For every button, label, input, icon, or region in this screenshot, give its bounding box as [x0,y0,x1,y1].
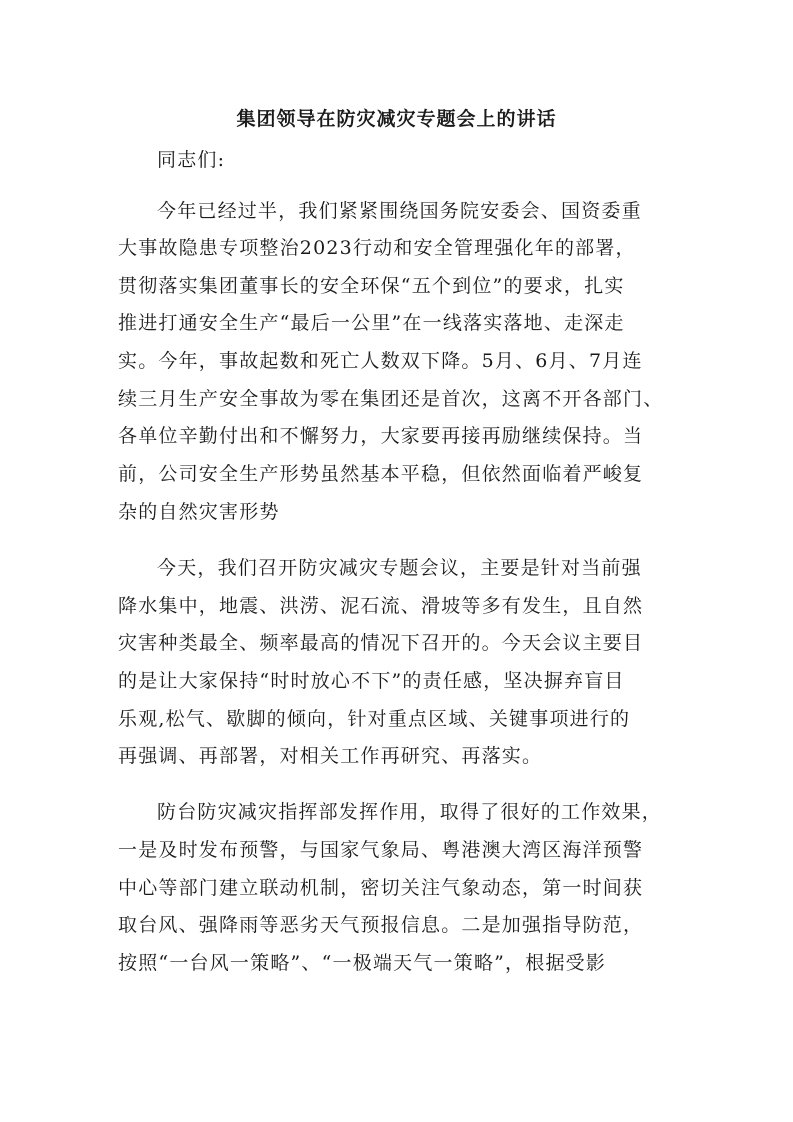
paragraph-line: 灾害种类最全、频率最高的情况下召开的。今天会议主要目 [118,632,644,654]
paragraph-line: 各单位辛勤付出和不懈努力，大家要再接再励继续保持。当 [118,425,644,447]
paragraph-line: 续三月生产安全事故为零在集团还是首次，这离不开各部门、 [118,388,664,410]
paragraph-line: 推进打通安全生产“最后一公里”在一线落实落地、走深走 [118,312,625,334]
paragraph-line: 大事故隐患专项整治2023行动和安全管理强化年的部署， [118,237,636,259]
paragraph-line: 实。今年，事故起数和死亡人数双下降。5月、6月、7月连 [118,350,643,372]
paragraph-line: 今年已经过半，我们紧紧围绕国务院安委会、国资委重 [157,200,642,222]
document-title: 集团领导在防灾减灾专题会上的讲话 [236,108,557,130]
paragraph-line: 乐观,松气、歇脚的倾向，针对重点区域、关键事项进行的 [118,708,631,730]
paragraph-line: 前，公司安全生产形势虽然基本平稳，但依然面临着严峻复 [118,463,644,485]
paragraph-line: 防台防灾减灾指挥部发挥作用，取得了很好的工作效果， [157,801,663,823]
paragraph-line: 今天，我们召开防灾减灾专题会议，主要是针对当前强 [157,557,642,579]
salutation: 同志们: [157,149,226,171]
paragraph-line: 取台风、强降雨等恶劣天气预报信息。二是加强指导防范， [118,914,644,936]
paragraph-line: 按照“一台风一策略”、“一极端天气一策略”，根据受影 [118,952,607,974]
paragraph-line: 一是及时发布预警，与国家气象局、粤港澳大湾区海洋预警 [118,839,644,861]
paragraph-line: 贯彻落实集团董事长的安全环保“五个到位”的要求，扎实 [118,275,625,297]
paragraph-line: 中心等部门建立联动机制，密切关注气象动态，第一时间获 [118,877,644,899]
paragraph-line: 的是让大家保持“时时放心不下”的责任感，坚决摒弃盲目 [118,670,625,692]
paragraph-line: 降水集中，地震、洪涝、泥石流、滑坡等多有发生，且自然 [118,595,644,617]
paragraph-line: 再强调、再部署，对相关工作再研究、再落实。 [118,745,543,767]
paragraph-line: 杂的自然灾害形势 [118,501,280,523]
